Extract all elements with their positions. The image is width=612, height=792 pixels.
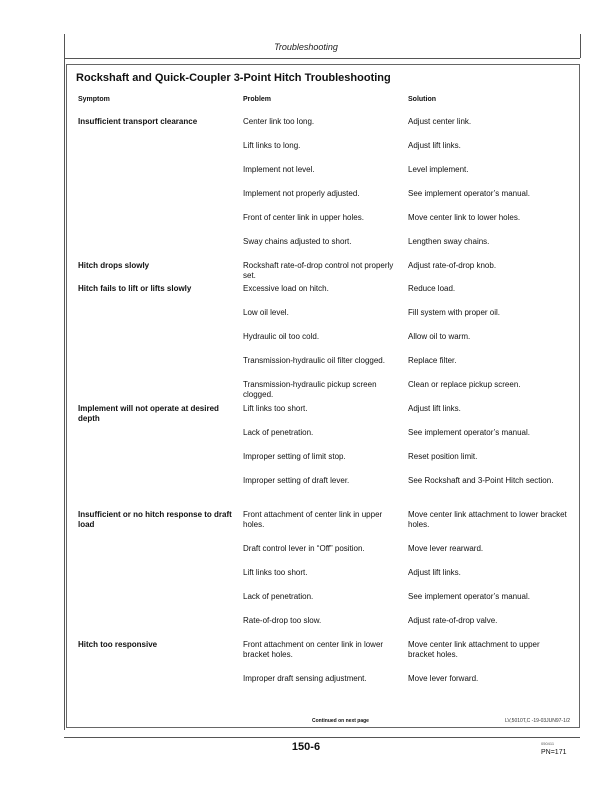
problem-cell: Center link too long.: [243, 117, 315, 126]
problem-cell: Front of center link in upper holes.: [243, 213, 364, 222]
footer-rule: [64, 737, 580, 738]
problem-cell: Rockshaft rate-of-drop control not properly set.: [243, 261, 394, 280]
symptom-cell: Hitch too responsive: [78, 640, 158, 649]
section-title: Rockshaft and Quick-Coupler 3-Point Hitch Troubleshooting: [76, 72, 391, 84]
solution-cell: Level implement.: [408, 165, 469, 174]
symptom-cell: Insufficient transport clearance: [78, 117, 198, 126]
solution-cell: Move lever rearward.: [408, 544, 484, 553]
left-margin-rule: [64, 34, 65, 730]
solution-cell: See implement operator’s manual.: [408, 189, 530, 198]
problem-cell: Lack of penetration.: [243, 428, 314, 437]
problem-cell: Front attachment on center link in lower bracket holes.: [243, 640, 384, 659]
symptom-cell: Implement will not operate at desired depth: [78, 404, 219, 423]
problem-cell: Implement not level.: [243, 165, 315, 174]
symptom-cell: Insufficient or no hitch response to draft load: [78, 510, 232, 529]
symptom-cell: Hitch drops slowly: [78, 261, 150, 270]
column-header-solution: Solution: [408, 96, 436, 103]
solution-cell: Allow oil to warm.: [408, 332, 471, 341]
solution-cell: Move center link attachment to upper bracket holes.: [408, 640, 540, 659]
continued-note: Continued on next page: [312, 718, 369, 724]
solution-cell: Reduce load.: [408, 284, 456, 293]
solution-cell: Adjust center link.: [408, 117, 472, 126]
solution-cell: Move center link attachment to lower bracket holes.: [408, 510, 567, 529]
doc-code: 050411: [541, 741, 555, 746]
problem-cell: Sway chains adjusted to short.: [243, 237, 352, 246]
solution-cell: Reset position limit.: [408, 452, 478, 461]
problem-cell: Improper draft sensing adjustment.: [243, 674, 367, 683]
solution-cell: Lengthen sway chains.: [408, 237, 490, 246]
problem-cell: Lift links too short.: [243, 568, 308, 577]
problem-cell: Front attachment of center link in upper holes.: [243, 510, 383, 529]
problem-cell: Implement not properly adjusted.: [243, 189, 360, 198]
problem-cell: Low oil level.: [243, 308, 289, 317]
problem-cell: Lift links to long.: [243, 141, 301, 150]
solution-cell: Move lever forward.: [408, 674, 479, 683]
solution-cell: Fill system with proper oil.: [408, 308, 501, 317]
solution-cell: Clean or replace pickup screen.: [408, 380, 521, 389]
page-number: 150-6: [291, 741, 321, 753]
solution-cell: Move center link to lower holes.: [408, 213, 521, 222]
solution-cell: See implement operator’s manual.: [408, 592, 530, 601]
symptom-cell: Hitch fails to lift or lifts slowly: [78, 284, 192, 293]
solution-cell: Adjust rate-of-drop valve.: [408, 616, 498, 625]
problem-cell: Improper setting of draft lever.: [243, 476, 350, 485]
solution-cell: Replace filter.: [408, 356, 457, 365]
header-title: Troubleshooting: [274, 42, 338, 52]
problem-cell: Excessive load on hitch.: [243, 284, 329, 293]
solution-cell: See Rockshaft and 3-Point Hitch section.: [408, 476, 554, 485]
problem-cell: Draft control lever in “Off” position.: [243, 544, 365, 553]
problem-cell: Rate-of-drop too slow.: [243, 616, 322, 625]
column-header-symptom: Symptom: [78, 96, 110, 103]
problem-cell: Lack of penetration.: [243, 592, 314, 601]
footer-code: LV,5010T,C -19-03JUN97-1/2: [505, 718, 571, 724]
column-header-problem: Problem: [243, 96, 272, 103]
header-rule: [64, 58, 580, 59]
problem-cell: Lift links too short.: [243, 404, 308, 413]
problem-cell: Improper setting of limit stop.: [243, 452, 346, 461]
solution-cell: Adjust rate-of-drop knob.: [408, 261, 497, 270]
problem-cell: Transmission-hydraulic pickup screen clogged.: [243, 380, 377, 399]
pn-number: PN=171: [541, 749, 567, 756]
solution-cell: Adjust lift links.: [408, 568, 461, 577]
problem-cell: Hydraulic oil too cold.: [243, 332, 320, 341]
solution-cell: Adjust lift links.: [408, 404, 461, 413]
problem-cell: Transmission-hydraulic oil filter clogged.: [243, 356, 385, 365]
solution-cell: See implement operator’s manual.: [408, 428, 530, 437]
solution-cell: Adjust lift links.: [408, 141, 461, 150]
